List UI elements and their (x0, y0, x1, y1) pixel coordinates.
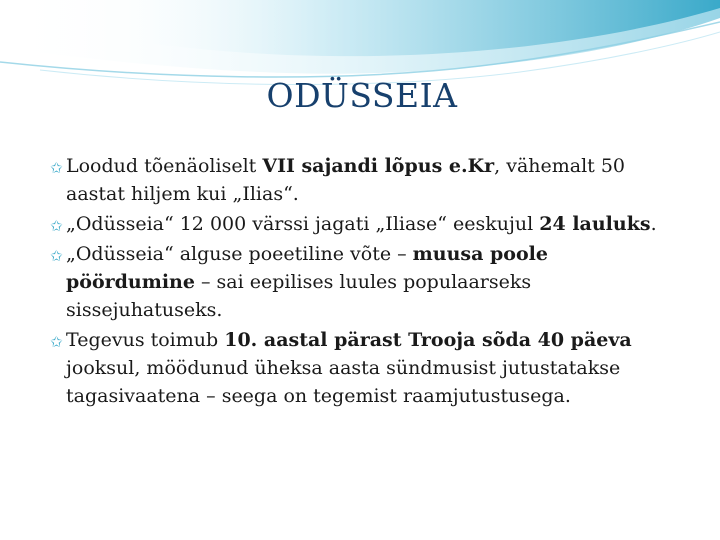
slide-title: ODÜSSEIA (266, 76, 458, 115)
bullet-text-bold: VII sajandi lõpus e.Kr (262, 155, 495, 177)
bullet-item (50, 210, 670, 238)
bullet-item (50, 326, 670, 410)
bullet-text-bold: 10. aastal pärast Trooja sõda 40 päeva (224, 329, 632, 351)
hollow-star-icon: ✩ (50, 247, 63, 265)
bullet-text: jooksul, möödunud üheksa aasta sündmusist jutustatakse tagasivaatena – seega on tegemist raamjutustusega. (66, 357, 621, 407)
bullet-item (50, 152, 670, 208)
bullet-text: , vähemalt 50 aastat hiljem kui „Ilias“. (66, 155, 626, 205)
hollow-star-icon: ✩ (50, 333, 63, 351)
bullet-text: „Odüsseia“ alguse poeetiline võte – (66, 243, 413, 265)
hollow-star-icon: ✩ (50, 217, 63, 235)
bullet-text: . (650, 213, 657, 235)
bullet-text: Tegevus toimub (66, 329, 225, 351)
bullet-text-bold: muusa poole pöördumine (66, 243, 548, 293)
bullet-text-bold: 24 lauluks (539, 213, 651, 235)
bullet-text: „Odüsseia“ 12 000 värssi jagati „Iliase“ eeskujul (66, 213, 540, 235)
bullet-list (50, 152, 670, 412)
hollow-star-icon: ✩ (50, 159, 63, 177)
bullet-text: – sai eepilises luules populaarseks sissejuhatuseks. (66, 271, 532, 321)
bullet-text: Loodud tõenäoliselt (66, 155, 263, 177)
bullet-item (50, 240, 670, 324)
